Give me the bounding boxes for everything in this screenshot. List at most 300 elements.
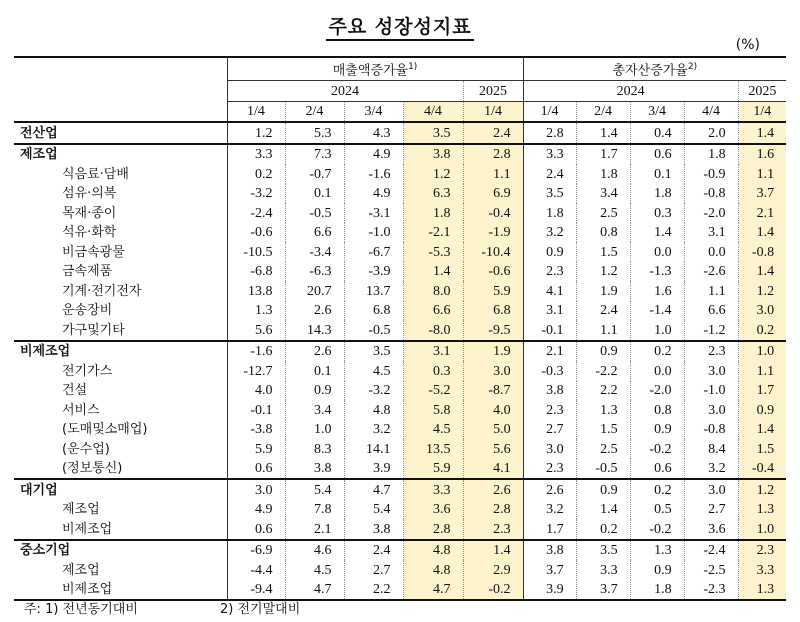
value-cell: 0.2 xyxy=(227,164,285,184)
value-cell: 2.7 xyxy=(523,420,576,440)
value-cell: 3.6 xyxy=(403,500,463,520)
table-row xyxy=(14,301,786,321)
value-cell: 1.8 xyxy=(576,164,630,184)
value-cell: 5.0 xyxy=(463,420,523,440)
value-cell: 0.6 xyxy=(227,519,285,540)
value-cell: 1.3 xyxy=(630,540,684,561)
table-section-row xyxy=(14,341,786,362)
value-cell: 3.0 xyxy=(684,361,738,381)
value-cell: 3.5 xyxy=(344,341,403,362)
value-cell: -0.5 xyxy=(344,320,403,341)
value-cell: 1.4 xyxy=(403,262,463,282)
value-cell: 8.0 xyxy=(403,281,463,301)
value-cell: 0.9 xyxy=(738,400,786,420)
indent-cell xyxy=(14,420,56,440)
row-label: 건설 xyxy=(62,383,88,399)
year-header: 2025 xyxy=(738,81,786,102)
value-cell: 8.3 xyxy=(285,439,344,459)
value-cell: -6.8 xyxy=(227,262,285,282)
value-cell: 0.1 xyxy=(285,361,344,381)
value-cell: 4.1 xyxy=(523,281,576,301)
value-cell: 2.1 xyxy=(285,519,344,540)
value-cell: 3.2 xyxy=(523,500,576,520)
value-cell: -0.5 xyxy=(576,459,630,480)
value-cell: 1.8 xyxy=(684,144,738,165)
value-cell: 3.7 xyxy=(738,184,786,204)
value-cell: -2.4 xyxy=(227,203,285,223)
value-cell: -3.2 xyxy=(227,184,285,204)
value-cell: 2.3 xyxy=(463,519,523,540)
row-label: 기계·전기전자 xyxy=(62,283,142,299)
value-cell: 1.8 xyxy=(630,580,684,601)
table-row xyxy=(14,439,786,459)
table-row xyxy=(14,262,786,282)
value-cell: 3.0 xyxy=(523,439,576,459)
quarter-header: 4/4 xyxy=(403,101,463,122)
table-row xyxy=(14,184,786,204)
year-header: 2025 xyxy=(463,81,523,102)
value-cell: 1.2 xyxy=(738,281,786,301)
value-cell: -3.2 xyxy=(344,381,403,401)
value-cell: 0.1 xyxy=(630,164,684,184)
quarter-header: 2/4 xyxy=(285,101,344,122)
quarter-header: 1/4 xyxy=(523,101,576,122)
value-cell: 6.6 xyxy=(403,301,463,321)
value-cell: -5.2 xyxy=(403,381,463,401)
value-cell: -1.3 xyxy=(630,262,684,282)
value-cell: 5.6 xyxy=(463,439,523,459)
indent-cell xyxy=(14,361,56,381)
table-row xyxy=(14,361,786,381)
value-cell: 2.8 xyxy=(403,519,463,540)
value-cell: 13.8 xyxy=(227,281,285,301)
value-cell: 0.8 xyxy=(630,400,684,420)
value-cell: -0.2 xyxy=(630,439,684,459)
quarter-header: 1/4 xyxy=(463,101,523,122)
unit-label: (%) xyxy=(735,37,760,53)
value-cell: 1.2 xyxy=(576,262,630,282)
indent-cell xyxy=(14,320,56,341)
value-cell: 2.2 xyxy=(576,381,630,401)
value-cell: 0.2 xyxy=(576,519,630,540)
value-cell: 3.8 xyxy=(403,144,463,165)
row-label: 비제조업 xyxy=(62,582,113,598)
value-cell: -0.2 xyxy=(630,519,684,540)
quarter-header: 1/4 xyxy=(738,101,786,122)
value-cell: 0.3 xyxy=(403,361,463,381)
growth-indicators-table xyxy=(14,56,786,601)
value-cell: 1.1 xyxy=(738,361,786,381)
value-cell: -6.3 xyxy=(285,262,344,282)
value-cell: -0.1 xyxy=(227,400,285,420)
value-cell: 2.3 xyxy=(523,262,576,282)
value-cell: -0.9 xyxy=(684,164,738,184)
value-cell: -0.2 xyxy=(463,580,523,601)
value-cell: 0.3 xyxy=(630,203,684,223)
value-cell: -3.1 xyxy=(344,203,403,223)
value-cell: -1.6 xyxy=(344,164,403,184)
value-cell: 5.8 xyxy=(403,400,463,420)
table-row xyxy=(14,560,786,580)
row-label: 비제조업 xyxy=(20,344,71,360)
value-cell: -1.0 xyxy=(344,223,403,243)
value-cell: 5.9 xyxy=(227,439,285,459)
table-row xyxy=(14,500,786,520)
row-label: 섬유·의복 xyxy=(62,186,117,202)
value-cell: -4.4 xyxy=(227,560,285,580)
row-label: 중소기업 xyxy=(20,543,71,559)
indent-cell xyxy=(14,500,56,520)
value-cell: 2.4 xyxy=(463,122,523,144)
value-cell: 3.8 xyxy=(285,459,344,480)
value-cell: 1.7 xyxy=(523,519,576,540)
row-label: (도매및소매업) xyxy=(62,422,148,438)
value-cell: -8.7 xyxy=(463,381,523,401)
value-cell: -10.5 xyxy=(227,242,285,262)
value-cell: 1.5 xyxy=(576,242,630,262)
value-cell: 1.4 xyxy=(738,262,786,282)
value-cell: 6.6 xyxy=(684,301,738,321)
value-cell: -9.4 xyxy=(227,580,285,601)
value-cell: 5.4 xyxy=(344,500,403,520)
value-cell: -2.6 xyxy=(684,262,738,282)
value-cell: 4.7 xyxy=(285,580,344,601)
value-cell: 2.8 xyxy=(463,144,523,165)
value-cell: 3.5 xyxy=(403,122,463,144)
value-cell: 4.6 xyxy=(285,540,344,561)
value-cell: 2.5 xyxy=(576,203,630,223)
value-cell: -0.5 xyxy=(285,203,344,223)
value-cell: 2.6 xyxy=(285,301,344,321)
row-label: (정보통신) xyxy=(62,461,123,477)
value-cell: 1.0 xyxy=(738,519,786,540)
table-row xyxy=(14,203,786,223)
value-cell: 2.0 xyxy=(684,122,738,144)
value-cell: 1.3 xyxy=(738,580,786,601)
value-cell: 2.8 xyxy=(463,500,523,520)
value-cell: -8.0 xyxy=(403,320,463,341)
indent-cell xyxy=(14,164,56,184)
footnotes xyxy=(24,598,300,617)
value-cell: 4.3 xyxy=(344,122,403,144)
value-cell: 0.9 xyxy=(285,381,344,401)
value-cell: -0.6 xyxy=(463,262,523,282)
value-cell: -0.6 xyxy=(227,223,285,243)
value-cell: -2.0 xyxy=(630,381,684,401)
indent-cell xyxy=(14,184,56,204)
indent-cell xyxy=(14,223,56,243)
value-cell: -0.8 xyxy=(738,242,786,262)
value-cell: 3.5 xyxy=(523,184,576,204)
value-cell: 1.4 xyxy=(630,223,684,243)
value-cell: 3.2 xyxy=(523,223,576,243)
table-section-row xyxy=(14,122,786,144)
row-label: 서비스 xyxy=(62,402,100,418)
indent-cell xyxy=(14,281,56,301)
value-cell: -0.8 xyxy=(684,420,738,440)
value-cell: -2.3 xyxy=(684,580,738,601)
value-cell: -3.4 xyxy=(285,242,344,262)
value-cell: 4.0 xyxy=(463,400,523,420)
table-row xyxy=(14,320,786,341)
indent-cell xyxy=(14,262,56,282)
table-section-row xyxy=(14,540,786,561)
value-cell: 2.6 xyxy=(523,479,576,500)
value-cell: 0.0 xyxy=(630,361,684,381)
value-cell: 0.2 xyxy=(630,341,684,362)
value-cell: 2.4 xyxy=(523,164,576,184)
page-title: 주요 성장성지표 xyxy=(0,12,800,39)
row-label: 제조업 xyxy=(62,562,100,578)
value-cell: 3.2 xyxy=(344,420,403,440)
table-row xyxy=(14,459,786,480)
year-header: 2024 xyxy=(227,81,463,102)
value-cell: 3.0 xyxy=(227,479,285,500)
value-cell: 2.2 xyxy=(344,580,403,601)
indent-cell xyxy=(14,242,56,262)
value-cell: 5.6 xyxy=(227,320,285,341)
value-cell: 1.5 xyxy=(738,439,786,459)
value-cell: 1.4 xyxy=(738,122,786,144)
value-cell: 1.4 xyxy=(738,420,786,440)
value-cell: 3.1 xyxy=(523,301,576,321)
value-cell: 6.8 xyxy=(344,301,403,321)
row-label: 금속제품 xyxy=(62,264,113,280)
value-cell: -1.0 xyxy=(684,381,738,401)
value-cell: -3.9 xyxy=(344,262,403,282)
indent-cell xyxy=(14,301,56,321)
value-cell: 0.6 xyxy=(227,459,285,480)
value-cell: 8.4 xyxy=(684,439,738,459)
value-cell: 3.8 xyxy=(523,381,576,401)
indent-cell xyxy=(14,203,56,223)
value-cell: -0.8 xyxy=(684,184,738,204)
value-cell: 4.5 xyxy=(403,420,463,440)
value-cell: 5.3 xyxy=(285,122,344,144)
value-cell: 0.9 xyxy=(576,341,630,362)
value-cell: 1.5 xyxy=(576,420,630,440)
value-cell: -0.4 xyxy=(738,459,786,480)
value-cell: 1.2 xyxy=(738,479,786,500)
quarter-header: 2/4 xyxy=(576,101,630,122)
value-cell: 3.5 xyxy=(576,540,630,561)
value-cell: 2.6 xyxy=(463,479,523,500)
value-cell: 1.0 xyxy=(630,320,684,341)
table-row xyxy=(14,381,786,401)
value-cell: 1.6 xyxy=(738,144,786,165)
footnote: 2) 전기말대비 xyxy=(220,602,301,617)
value-cell: 1.4 xyxy=(738,223,786,243)
value-cell: 1.0 xyxy=(738,341,786,362)
value-cell: 1.9 xyxy=(576,281,630,301)
row-label: 전기가스 xyxy=(62,363,113,379)
value-cell: 0.8 xyxy=(576,223,630,243)
value-cell: 4.1 xyxy=(463,459,523,480)
value-cell: 5.9 xyxy=(403,459,463,480)
value-cell: 4.5 xyxy=(344,361,403,381)
value-cell: 1.2 xyxy=(403,164,463,184)
value-cell: 3.3 xyxy=(738,560,786,580)
value-cell: 13.5 xyxy=(403,439,463,459)
footnote: 주: 1) 전년동기대비 xyxy=(24,602,138,617)
value-cell: 1.9 xyxy=(463,341,523,362)
value-cell: 1.2 xyxy=(227,122,285,144)
table-row xyxy=(14,242,786,262)
value-cell: 14.3 xyxy=(285,320,344,341)
value-cell: 13.7 xyxy=(344,281,403,301)
value-cell: 4.8 xyxy=(403,540,463,561)
row-label: 가구및기타 xyxy=(62,322,125,338)
value-cell: -0.3 xyxy=(523,361,576,381)
value-cell: 3.3 xyxy=(523,144,576,165)
value-cell: 5.9 xyxy=(463,281,523,301)
value-cell: 4.9 xyxy=(227,500,285,520)
value-cell: 1.1 xyxy=(684,281,738,301)
indent-cell xyxy=(14,439,56,459)
row-label: 제조업 xyxy=(20,147,58,163)
indent-cell xyxy=(14,519,56,540)
indent-cell xyxy=(14,560,56,580)
row-header-corner xyxy=(14,57,227,122)
value-cell: 7.8 xyxy=(285,500,344,520)
value-cell: -3.8 xyxy=(227,420,285,440)
value-cell: -0.4 xyxy=(463,203,523,223)
value-cell: -2.5 xyxy=(684,560,738,580)
value-cell: 1.8 xyxy=(403,203,463,223)
value-cell: 2.4 xyxy=(344,540,403,561)
value-cell: 2.6 xyxy=(285,341,344,362)
value-cell: 4.0 xyxy=(227,381,285,401)
quarter-header: 3/4 xyxy=(344,101,403,122)
table-row xyxy=(14,164,786,184)
value-cell: -1.9 xyxy=(463,223,523,243)
quarter-header: 1/4 xyxy=(227,101,285,122)
value-cell: 5.4 xyxy=(285,479,344,500)
value-cell: 0.0 xyxy=(684,242,738,262)
sales-growth-header: 매출액증가율$^{1)}$ xyxy=(227,57,523,81)
value-cell: 6.8 xyxy=(463,301,523,321)
value-cell: 2.3 xyxy=(523,459,576,480)
row-label: 비제조업 xyxy=(62,521,113,537)
value-cell: 0.0 xyxy=(630,242,684,262)
value-cell: 3.7 xyxy=(576,580,630,601)
value-cell: 1.1 xyxy=(738,164,786,184)
indent-cell xyxy=(14,381,56,401)
value-cell: 3.4 xyxy=(576,184,630,204)
value-cell: 1.1 xyxy=(463,164,523,184)
value-cell: -12.7 xyxy=(227,361,285,381)
value-cell: -1.4 xyxy=(630,301,684,321)
row-label: 대기업 xyxy=(20,482,58,498)
value-cell: 2.3 xyxy=(523,400,576,420)
value-cell: 1.3 xyxy=(738,500,786,520)
value-cell: 3.0 xyxy=(684,479,738,500)
value-cell: 1.6 xyxy=(630,281,684,301)
asset-growth-header: 총자산증가율$^{2)}$ xyxy=(523,57,786,81)
value-cell: 1.1 xyxy=(576,320,630,341)
value-cell: 14.1 xyxy=(344,439,403,459)
quarter-header: 4/4 xyxy=(684,101,738,122)
row-label: 석유·화학 xyxy=(62,225,117,241)
value-cell: 2.3 xyxy=(684,341,738,362)
value-cell: 3.6 xyxy=(684,519,738,540)
row-label: 운송장비 xyxy=(62,303,113,319)
value-cell: 3.9 xyxy=(523,580,576,601)
table-row xyxy=(14,223,786,243)
value-cell: 0.9 xyxy=(523,242,576,262)
value-cell: 2.4 xyxy=(576,301,630,321)
value-cell: 0.5 xyxy=(630,500,684,520)
value-cell: 2.3 xyxy=(738,540,786,561)
value-cell: 2.5 xyxy=(576,439,630,459)
value-cell: -5.3 xyxy=(403,242,463,262)
value-cell: 0.9 xyxy=(630,560,684,580)
value-cell: 1.0 xyxy=(285,420,344,440)
value-cell: 3.1 xyxy=(684,223,738,243)
value-cell: 3.4 xyxy=(285,400,344,420)
value-cell: 4.7 xyxy=(403,580,463,601)
indent-cell xyxy=(14,459,56,480)
value-cell: 3.2 xyxy=(684,459,738,480)
value-cell: 3.8 xyxy=(523,540,576,561)
value-cell: 2.7 xyxy=(684,500,738,520)
value-cell: -6.7 xyxy=(344,242,403,262)
value-cell: 0.2 xyxy=(630,479,684,500)
row-label: 식음료·담배 xyxy=(62,166,129,182)
value-cell: 4.9 xyxy=(344,144,403,165)
value-cell: 0.6 xyxy=(630,459,684,480)
value-cell: -10.4 xyxy=(463,242,523,262)
row-label: 목재·종이 xyxy=(62,205,117,221)
table-row xyxy=(14,519,786,540)
table-row xyxy=(14,281,786,301)
value-cell: 3.3 xyxy=(403,479,463,500)
value-cell: 2.9 xyxy=(463,560,523,580)
value-cell: 3.0 xyxy=(738,301,786,321)
value-cell: 1.3 xyxy=(576,400,630,420)
value-cell: 4.5 xyxy=(285,560,344,580)
value-cell: -2.1 xyxy=(403,223,463,243)
value-cell: 3.0 xyxy=(463,361,523,381)
value-cell: 0.4 xyxy=(630,122,684,144)
value-cell: 1.4 xyxy=(463,540,523,561)
value-cell: 1.7 xyxy=(576,144,630,165)
value-cell: -1.6 xyxy=(227,341,285,362)
row-label: 제조업 xyxy=(62,502,100,518)
value-cell: -2.0 xyxy=(684,203,738,223)
value-cell: 3.7 xyxy=(523,560,576,580)
value-cell: 4.9 xyxy=(344,184,403,204)
value-cell: -2.2 xyxy=(576,361,630,381)
value-cell: 1.7 xyxy=(738,381,786,401)
value-cell: 3.3 xyxy=(227,144,285,165)
value-cell: 6.9 xyxy=(463,184,523,204)
value-cell: 0.1 xyxy=(285,184,344,204)
table-section-row xyxy=(14,479,786,500)
value-cell: 1.8 xyxy=(523,203,576,223)
value-cell: 0.2 xyxy=(738,320,786,341)
value-cell: 1.8 xyxy=(630,184,684,204)
indent-cell xyxy=(14,400,56,420)
value-cell: 3.1 xyxy=(403,341,463,362)
value-cell: 6.3 xyxy=(403,184,463,204)
value-cell: 7.3 xyxy=(285,144,344,165)
value-cell: -2.4 xyxy=(684,540,738,561)
value-cell: 0.6 xyxy=(630,144,684,165)
table-row xyxy=(14,420,786,440)
value-cell: 1.4 xyxy=(576,122,630,144)
year-header: 2024 xyxy=(523,81,738,102)
